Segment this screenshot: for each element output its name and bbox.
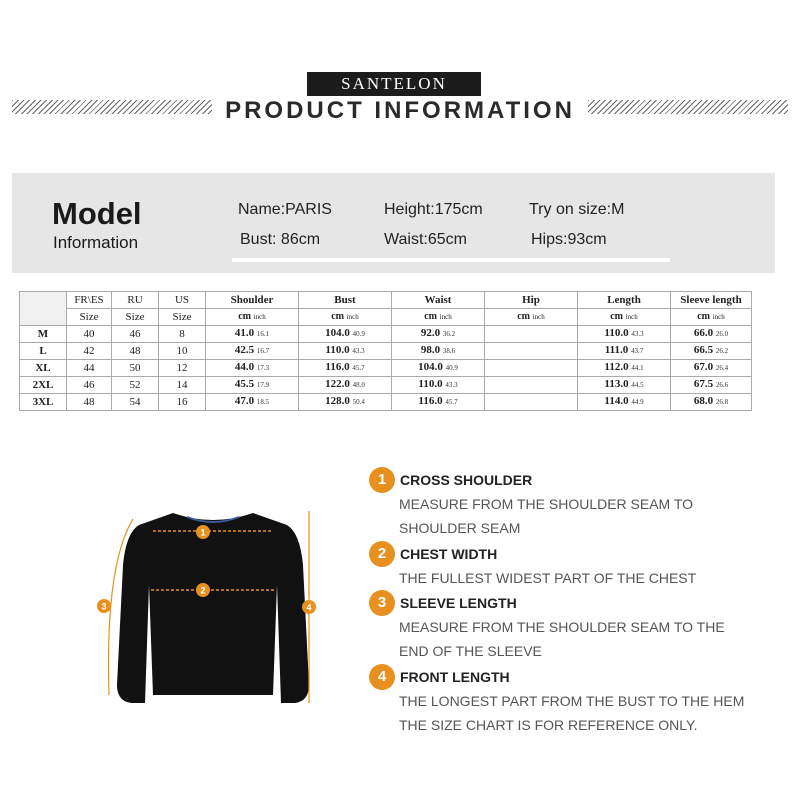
table-row <box>20 343 752 360</box>
cell-shoulder-inch: 16.7 <box>256 347 270 355</box>
height-value: 175cm <box>434 201 483 218</box>
cell-sleeve-inch: 26.6 <box>715 381 729 389</box>
unit-cm: cm <box>517 311 530 322</box>
unit-inch: inch <box>346 313 359 321</box>
cell-bust-inch: 40.9 <box>352 330 365 338</box>
cell-sleeve-inch: 26.0 <box>715 330 729 338</box>
cell-bust-inch: 48.0 <box>352 381 365 389</box>
col-ru: RU <box>112 292 159 309</box>
step-badge-4: 4 <box>369 664 395 690</box>
cell-bust-cm: 116.0 <box>325 361 350 373</box>
diagram-badge-1 <box>196 525 210 539</box>
table-corner <box>20 292 67 326</box>
col-length: Length <box>578 292 671 309</box>
sweater-diagram <box>95 505 335 715</box>
step-desc-2a: THE FULLEST WIDEST PART OF THE CHEST <box>399 570 697 586</box>
cell-sleeve-cm: 66.0 <box>693 327 714 339</box>
cell-length <box>578 394 671 411</box>
unit-shoulder <box>206 309 299 326</box>
cell-length-cm: 110.0 <box>604 327 629 339</box>
cell-shoulder <box>206 360 299 377</box>
cell-waist-cm: 98.0 <box>420 344 441 356</box>
cell-sleeve <box>671 377 752 394</box>
diagram-badge-4 <box>302 600 316 614</box>
cell-waist-cm: 92.0 <box>420 327 441 339</box>
step-desc-1a: MEASURE FROM THE SHOULDER SEAM TO <box>399 496 694 512</box>
unit-bust <box>299 309 392 326</box>
col-hip: Hip <box>485 292 578 309</box>
cell-length <box>578 360 671 377</box>
tryon-label: Try on size: <box>529 201 612 218</box>
hips-value: 93cm <box>567 231 607 248</box>
cell-waist-inch: 38.6 <box>442 347 456 355</box>
unit-length <box>578 309 671 326</box>
cell-us: 12 <box>159 360 206 377</box>
cell-length <box>578 326 671 343</box>
height-label: Height: <box>384 201 435 218</box>
size-chart-table <box>19 291 752 411</box>
step-badge-2: 2 <box>369 541 395 567</box>
cell-bust-cm: 128.0 <box>325 395 350 407</box>
cell-shoulder <box>206 394 299 411</box>
model-height <box>384 201 483 219</box>
step-title-1: CROSS SHOULDER <box>400 472 533 488</box>
model-heading: Model <box>52 196 142 231</box>
cell-shoulder-cm: 41.0 <box>234 327 255 339</box>
svg-text:1: 1 <box>200 527 206 538</box>
cell-shoulder-inch: 17.9 <box>256 381 270 389</box>
step-desc-3a: MEASURE FROM THE SHOULDER SEAM TO THE <box>399 619 725 635</box>
cell-length-inch: 43.3 <box>631 330 644 338</box>
cell-shoulder-cm: 47.0 <box>234 395 255 407</box>
cell-hip <box>485 377 578 394</box>
sub-size: Size <box>112 309 159 326</box>
cell-size: L <box>20 343 67 360</box>
step-desc-3b: END OF THE SLEEVE <box>399 643 542 659</box>
model-subheading: Information <box>53 233 139 252</box>
cell-hip <box>485 326 578 343</box>
diagram-badge-3 <box>97 599 111 613</box>
unit-hip <box>485 309 578 326</box>
unit-inch: inch <box>532 313 545 321</box>
cell-bust-cm: 104.0 <box>325 327 350 339</box>
cell-ru: 50 <box>112 360 159 377</box>
svg-text:2: 2 <box>200 585 206 596</box>
svg-text:3: 3 <box>101 601 107 612</box>
cell-shoulder-inch: 17.3 <box>256 364 270 372</box>
unit-inch: inch <box>625 313 638 321</box>
model-name <box>238 201 332 219</box>
model-hips <box>531 231 607 249</box>
model-tryon <box>529 201 624 219</box>
cell-waist <box>392 377 485 394</box>
step-badge-1: 1 <box>369 467 395 493</box>
unit-inch: inch <box>253 313 266 321</box>
cell-fr: 44 <box>67 360 112 377</box>
cell-hip <box>485 343 578 360</box>
cell-sleeve <box>671 360 752 377</box>
cell-shoulder-cm: 42.5 <box>234 344 255 356</box>
cell-waist-inch: 43.3 <box>445 381 458 389</box>
col-bust: Bust <box>299 292 392 309</box>
unit-cm: cm <box>331 311 344 322</box>
name-value: PARIS <box>285 201 332 218</box>
sub-size: Size <box>67 309 112 326</box>
cell-sleeve-inch: 26.8 <box>715 398 729 406</box>
name-label: Name: <box>238 201 286 218</box>
cell-sleeve <box>671 394 752 411</box>
step-badge-3: 3 <box>369 590 395 616</box>
cell-waist-inch: 45.7 <box>445 398 458 406</box>
brand-label: SANTELON <box>307 72 481 96</box>
cell-fr: 46 <box>67 377 112 394</box>
table-header-row <box>20 292 752 309</box>
cell-waist-inch: 40.9 <box>445 364 458 372</box>
cell-sleeve-cm: 67.5 <box>693 378 714 390</box>
cell-length-cm: 112.0 <box>604 361 629 373</box>
cell-shoulder-cm: 45.5 <box>234 378 255 390</box>
cell-bust-inch: 50.4 <box>352 398 365 406</box>
cell-sleeve <box>671 343 752 360</box>
cell-length <box>578 343 671 360</box>
cell-sleeve-inch: 26.4 <box>715 364 729 372</box>
cell-shoulder-inch: 16.1 <box>256 330 270 338</box>
unit-cm: cm <box>238 311 251 322</box>
cell-bust-inch: 43.3 <box>352 347 365 355</box>
hips-label: Hips: <box>531 231 568 248</box>
step-desc-4b: THE SIZE CHART IS FOR REFERENCE ONLY. <box>399 717 698 733</box>
table-row <box>20 360 752 377</box>
cell-waist-inch: 36.2 <box>442 330 456 338</box>
cell-hip <box>485 394 578 411</box>
unit-sleeve <box>671 309 752 326</box>
cell-bust <box>299 326 392 343</box>
cell-bust-cm: 122.0 <box>325 378 350 390</box>
bust-label: Bust: <box>240 231 277 248</box>
unit-inch: inch <box>439 313 452 321</box>
unit-inch: inch <box>712 313 725 321</box>
unit-cm: cm <box>610 311 623 322</box>
step-title-3: SLEEVE LENGTH <box>400 595 517 611</box>
page-title: PRODUCT INFORMATION <box>225 97 575 124</box>
unit-cm: cm <box>424 311 437 322</box>
cell-bust <box>299 360 392 377</box>
cell-waist <box>392 394 485 411</box>
cell-length-cm: 113.0 <box>604 378 629 390</box>
cell-waist-cm: 104.0 <box>418 361 443 373</box>
cell-size: 2XL <box>20 377 67 394</box>
cell-sleeve <box>671 326 752 343</box>
cell-us: 16 <box>159 394 206 411</box>
cell-us: 14 <box>159 377 206 394</box>
diagram-badge-2 <box>196 583 210 597</box>
cell-size: XL <box>20 360 67 377</box>
cell-bust-inch: 45.7 <box>352 364 365 372</box>
step-title-4: FRONT LENGTH <box>400 669 510 685</box>
step-desc-1b: SHOULDER SEAM <box>399 520 521 536</box>
col-fres: FR\ES <box>67 292 112 309</box>
sub-size: Size <box>159 309 206 326</box>
waist-value: 65cm <box>427 231 467 248</box>
cell-bust-cm: 110.0 <box>325 344 350 356</box>
unit-cm: cm <box>697 311 710 322</box>
cell-shoulder <box>206 326 299 343</box>
cell-length-cm: 114.0 <box>604 395 629 407</box>
cell-length-inch: 44.1 <box>631 364 644 372</box>
cell-sleeve-cm: 66.5 <box>693 344 714 356</box>
cell-size: M <box>20 326 67 343</box>
cell-fr: 42 <box>67 343 112 360</box>
table-subheader-row <box>20 309 752 326</box>
cell-bust <box>299 394 392 411</box>
cell-us: 10 <box>159 343 206 360</box>
cell-fr: 48 <box>67 394 112 411</box>
model-bust <box>240 231 320 249</box>
sweater-shape <box>117 513 312 703</box>
cell-length-inch: 44.5 <box>631 381 644 389</box>
step-desc-4a: THE LONGEST PART FROM THE BUST TO THE HEM <box>399 693 745 709</box>
col-us: US <box>159 292 206 309</box>
svg-text:4: 4 <box>306 602 312 613</box>
cell-length-cm: 111.0 <box>604 344 629 356</box>
cell-shoulder <box>206 377 299 394</box>
col-sleeve: Sleeve length <box>671 292 752 309</box>
cell-ru: 48 <box>112 343 159 360</box>
cell-waist-cm: 116.0 <box>418 395 443 407</box>
cell-size: 3XL <box>20 394 67 411</box>
cell-waist-cm: 110.0 <box>418 378 443 390</box>
waist-label: Waist: <box>384 231 428 248</box>
col-shoulder: Shoulder <box>206 292 299 309</box>
cell-ru: 54 <box>112 394 159 411</box>
divider-line <box>232 258 670 262</box>
table-row <box>20 326 752 343</box>
cell-shoulder-inch: 18.5 <box>256 398 270 406</box>
step-title-2: CHEST WIDTH <box>400 546 498 562</box>
cell-length-inch: 44.9 <box>631 398 644 406</box>
cell-bust <box>299 343 392 360</box>
cell-fr: 40 <box>67 326 112 343</box>
cell-shoulder-cm: 44.0 <box>234 361 255 373</box>
unit-waist <box>392 309 485 326</box>
cell-sleeve-inch: 26.2 <box>715 347 729 355</box>
cell-ru: 46 <box>112 326 159 343</box>
model-waist <box>384 231 467 249</box>
cell-length-inch: 43.7 <box>631 347 644 355</box>
cell-length <box>578 377 671 394</box>
cell-waist <box>392 326 485 343</box>
cell-sleeve-cm: 67.0 <box>693 361 714 373</box>
cell-hip <box>485 360 578 377</box>
cell-sleeve-cm: 68.0 <box>693 395 714 407</box>
bust-value: 86cm <box>280 231 321 248</box>
cell-waist <box>392 360 485 377</box>
table-row <box>20 394 752 411</box>
cell-ru: 52 <box>112 377 159 394</box>
cell-shoulder <box>206 343 299 360</box>
table-row <box>20 377 752 394</box>
cell-us: 8 <box>159 326 206 343</box>
tryon-value: M <box>611 201 625 218</box>
col-waist: Waist <box>392 292 485 309</box>
cell-bust <box>299 377 392 394</box>
cell-waist <box>392 343 485 360</box>
